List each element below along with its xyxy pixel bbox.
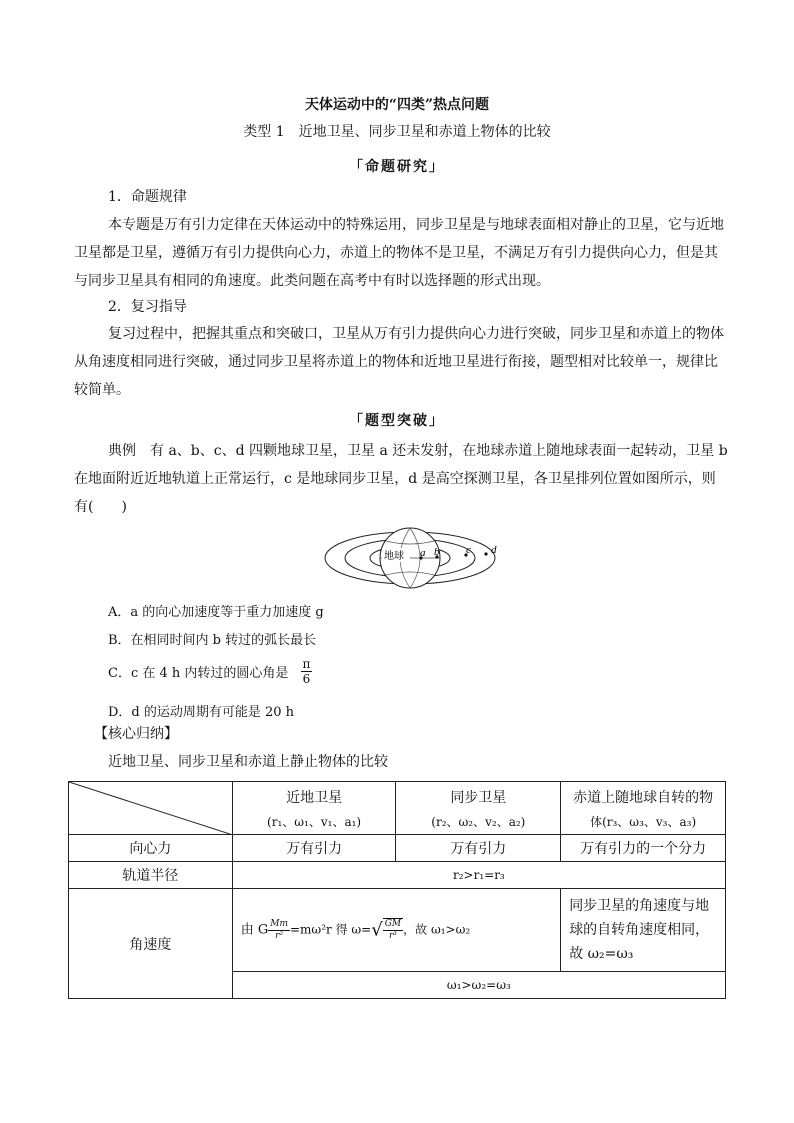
omega-right-line-2: 球的自转角速度相同， [569,922,710,938]
page-title: 天体运动中的“四类”热点问题 [304,97,490,113]
rule-line-3: 与同步卫星具有相同的角速度。此类问题在高考中有时以选择题的形式出现。 [74,273,550,289]
sat-c-label: c [466,544,471,556]
header-equator-sub: 体(r₃、ω₃、v₃、a₃) [590,814,697,829]
sat-d-label: d [491,544,497,556]
header-sync-sub: (r₂、ω₂、v₂、a₂) [431,814,526,829]
row-angular-velocity [69,889,726,972]
option-b: B．在相同时间内 b 转过的弧长最长 [108,633,317,648]
header-near-earth-sub: (r₁、ω₁、v₁、a₁) [267,814,362,829]
formula-prefix: 由 G [240,922,269,938]
option-c-denominator: 6 [302,672,311,686]
option-c-numerator: π [302,657,311,671]
row-centripetal-force [69,835,726,862]
header-equator [561,782,726,835]
option-c [108,657,312,686]
row-omega-formula [232,889,560,972]
orbit-diagram [320,527,500,589]
row-force-c1: 万有引力 [232,835,396,862]
row-omega-right [561,889,726,972]
section-heading-research: 「命题研究」 [349,159,445,175]
sat-a-label: a [420,547,426,559]
option-c-text: C．c 在 4 h 内转过的圆心角是 [108,666,289,681]
sqrt-sign: √ [371,919,383,941]
row-orbit-radius [69,862,726,889]
table-caption: 近地卫星、同步卫星和赤道上静止物体的比较 [108,754,388,770]
guide-line-1: 复习过程中，把握其重点和突破口，卫星从万有引力提供向心力进行突破，同步卫星和赤道上的物体 [108,326,724,342]
example-line-1: 典例 有 a、b、c、d 四颗地球卫星，卫星 a 还未发射，在地球赤道上随地球表面一起转动，卫星 b [108,443,728,459]
option-d: D．d 的运动周期有可能是 20 h [108,705,295,720]
rule-line-2: 卫星都是卫星，遵循万有引力提供向心力，赤道上的物体不是卫星，不满足万有引力提供向心力，但是其 [74,245,718,261]
formula-mid: =mω²r 得 ω= [290,922,372,937]
row-radius-label: 轨道半径 [69,862,233,889]
sat-b-label: b [434,546,440,558]
formula-suffix: ，故 ω₁>ω₂ [403,922,471,937]
omega-right-line-3: 故 ω₂=ω₃ [569,946,634,962]
omega-summary-value: ω₁>ω₂=ω₃ [232,972,725,999]
formula-fraction [268,919,290,942]
header-corner-cell [69,782,233,835]
sqrt-den: r³ [388,931,397,941]
rule-heading: 1．命题规律 [108,189,187,205]
row-force-c3: 万有引力的一个分力 [561,835,726,862]
option-a: A．a 的向心加速度等于重力加速度 g [108,605,324,620]
row-force-label: 向心力 [69,835,233,862]
example-line-3: 有( ) [74,499,127,515]
formula-den: r² [275,930,284,941]
sqrt-num: GM [384,919,402,929]
row-radius-value: r₂>r₁=r₃ [232,862,725,889]
guide-heading: 2．复习指导 [108,299,187,315]
header-equator-title: 赤道上随地球自转的物 [573,789,714,806]
option-c-fraction [301,657,313,686]
example-line-2: 在地面附近近地轨道上正常运行，c 是地球同步卫星，d 是高空探测卫星，各卫星排列位置如图所示，则 [74,471,716,487]
header-near-earth-title: 近地卫星 [286,789,343,806]
guide-line-3: 较简单。 [74,382,130,398]
header-sync-title: 同步卫星 [450,789,507,806]
section-heading-breakthrough: 「题型突破」 [349,413,445,429]
page-subtitle: 类型 1 近地卫星、同步卫星和赤道上物体的比较 [243,124,551,140]
row-force-c2: 万有引力 [396,835,561,862]
omega-right-line-1: 同步卫星的角速度与地 [569,898,710,914]
core-heading: 【核心归纳】 [94,726,178,742]
row-omega-label: 角速度 [69,889,233,999]
comparison-table [68,781,726,999]
formula-num: Mm [270,918,288,929]
diagonal-line [69,782,233,835]
sat-d-dot [484,552,487,555]
rule-line-1: 本专题是万有引力定律在天体运动中的特殊运用，同步卫星是与地球表面相对静止的卫星，它与近地 [108,217,724,233]
header-near-earth [232,782,396,835]
header-sync [396,782,561,835]
earth-label: 地球 [384,551,404,562]
sqrt-fraction [383,918,403,942]
table-header-row [69,782,726,835]
guide-line-2: 从角速度相同进行突破，通过同步卫星将赤道上的物体和近地卫星进行衔接，题型相对比较单一，规律比 [74,354,718,370]
